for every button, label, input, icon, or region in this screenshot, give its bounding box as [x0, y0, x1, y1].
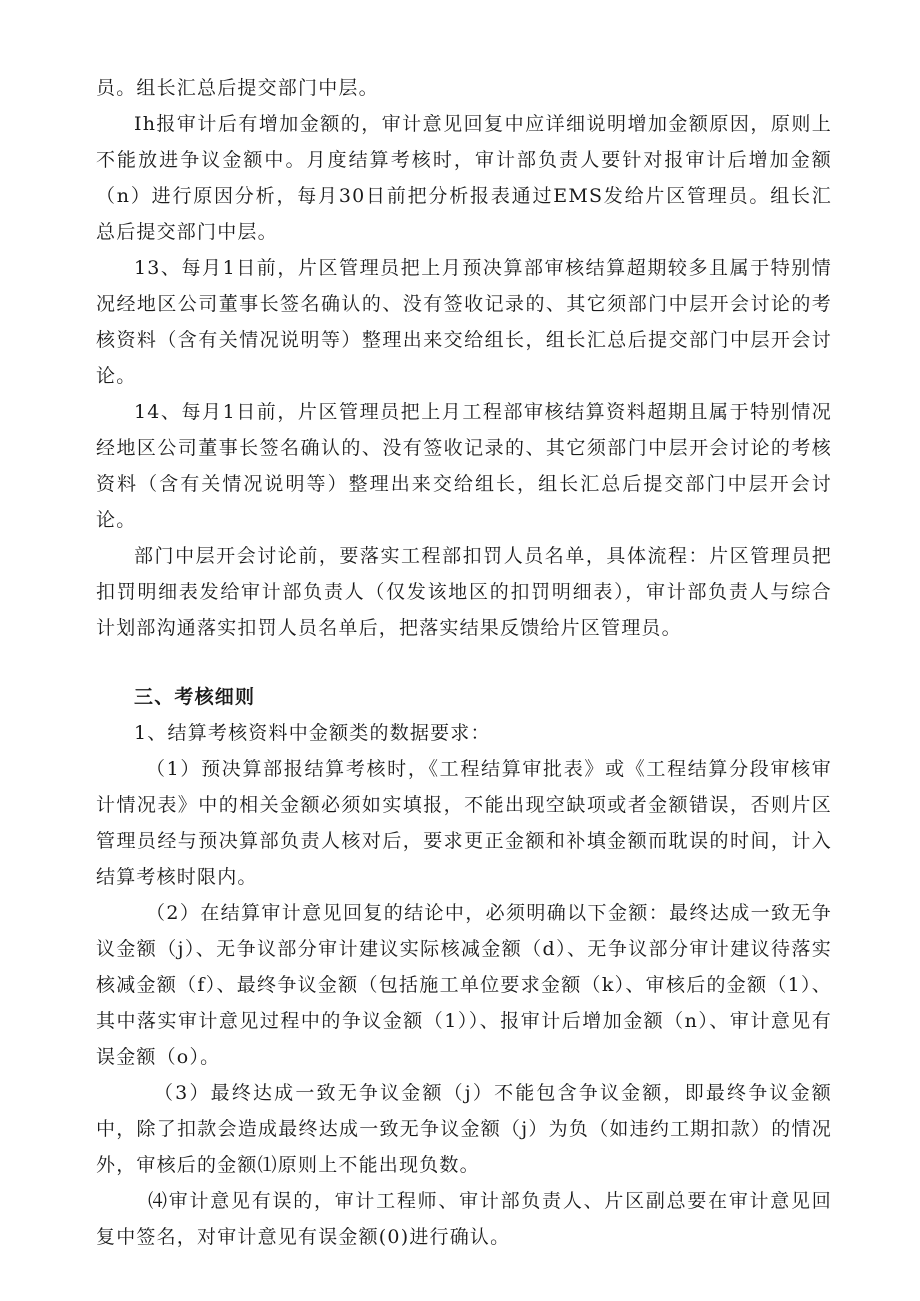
paragraph-continued: 员。组长汇总后提交部门中层。: [96, 77, 379, 99]
document-body: [96, 70, 832, 1255]
sub-item-2: （2）在结算审计意见回复的结论中，必须明确以下金额：最终达成一致无争议金额（j）、无争议部分审计建议实际核减金额（d）、无争议部分审计建议待落实核减金额（f）、最终争议金额（包括施工单位要求金额（k）、审核后的金额（1）、其中落实审计意见过程中的争议金额（1））、报审计后增加金额（n）、审计意见有误金额（o）。: [96, 902, 832, 1068]
sub-item-4: ⑷审计意见有误的，审计工程师、审计部负责人、片区副总要在审计意见回复中签名，对审计意见有误金额(0)进行确认。: [96, 1190, 832, 1248]
paragraph-penalty-list: 部门中层开会讨论前，要落实工程部扣罚人员名单，具体流程：片区管理员把扣罚明细表发给审计部负责人（仅发该地区的扣罚明细表），审计部负责人与综合计划部沟通落实扣罚人员名单后，把落实结果反馈给片区管理员。: [96, 545, 832, 639]
section-heading: 三、考核细则: [134, 686, 256, 708]
paragraph-increase-amount: Ih报审计后有增加金额的，审计意见回复中应详细说明增加金额原因，原则上不能放进争议金额中。月度结算考核时，审计部负责人要针对报审计后增加金额（n）进行原因分析，每月30日前把分析报表通过EMS发给片区管理员。组长汇总后提交部门中层。: [96, 113, 832, 243]
sub-item-3: （3）最终达成一致无争议金额（j）不能包含争议金额，即最终争议金额中，除了扣款会造成最终达成一致无争议金额（j）为负（如违约工期扣款）的情况外，审核后的金额⑴原则上不能出现负数。: [96, 1082, 832, 1176]
sub-item-1: （1）预决算部报结算考核时，《工程结算审批表》或《工程结算分段审核审计情况表》中的相关金额必须如实填报，不能出现空缺项或者金额错误，否则片区管理员经与预决算部负责人核对后，要求更正金额和补填金额而耽误的时间，计入结算考核时限内。: [96, 758, 832, 888]
paragraph-item-13: 13、每月1日前，片区管理员把上月预决算部审核结算超期较多且属于特别情况经地区公司董事长签名确认的、没有签收记录的、其它须部门中层开会讨论的考核资料（含有关情况说明等）整理出来交给组长，组长汇总后提交部门中层开会讨论。: [96, 257, 832, 387]
item-1-heading: 1、结算考核资料中金额类的数据要求：: [134, 722, 491, 744]
paragraph-item-14: 14、每月1日前，片区管理员把上月工程部审核结算资料超期且属于特别情况经地区公司董事长签名确认的、没有签收记录的、其它须部门中层开会讨论的考核资料（含有关情况说明等）整理出来交给组长，组长汇总后提交部门中层开会讨论。: [96, 401, 832, 531]
